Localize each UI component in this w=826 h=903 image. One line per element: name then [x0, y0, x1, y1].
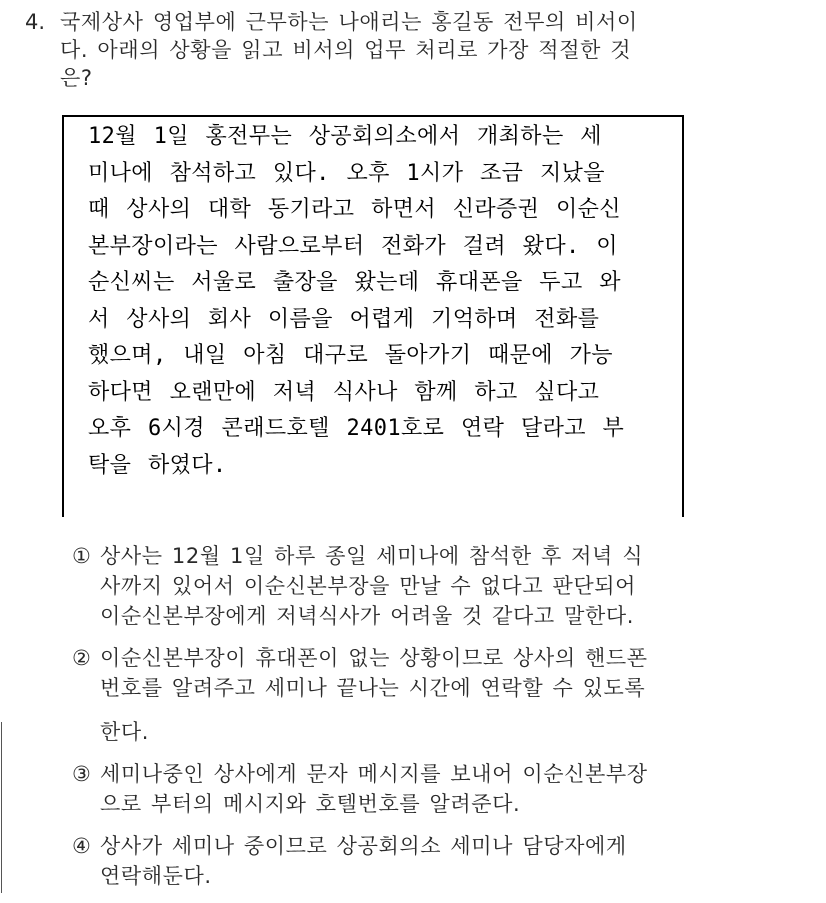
option-line: 번호를 알려주고 세미나 끝나는 시간에 연락할 수 있도록	[100, 676, 646, 700]
passage-line: 순신씨는 서울로 출장을 왔는데 휴대폰을 두고 와	[88, 270, 621, 295]
option-line: 세미나중인 상사에게 문자 메시지를 보내어 이순신본부장	[100, 762, 648, 786]
option-marker-1: ①	[72, 544, 91, 568]
option-line: 상사는 12월 1일 하루 종일 세미나에 참석한 후 저녁 식	[100, 544, 644, 568]
option-marker-4: ④	[72, 834, 91, 858]
option-line: 한다.	[100, 720, 150, 744]
option-line: 이순신본부장에게 저녁식사가 어려울 것 같다고 말한다.	[100, 604, 635, 628]
passage-line: 오후 6시경 콘래드호텔 2401호로 연락 달라고 부	[88, 416, 625, 441]
passage-line: 했으며, 내일 아침 대구로 돌아가기 때문에 가능	[88, 343, 613, 368]
option-4[interactable]	[72, 831, 752, 891]
passage-text	[88, 119, 668, 484]
answer-options	[72, 541, 752, 903]
option-line: 이순신본부장이 휴대폰이 없는 상황이므로 상사의 핸드폰	[100, 646, 648, 670]
option-line: 사까지 있어서 이순신본부장을 만날 수 없다고 판단되어	[100, 574, 637, 598]
question-line: 국제상사 영업부에 근무하는 나애리는 홍길동 전무의 비서이	[60, 10, 638, 34]
question-line: 은?	[60, 66, 93, 90]
option-line: 연락해둔다.	[100, 864, 212, 888]
passage-box	[62, 115, 684, 517]
passage-line: 본부장이라는 사람으로부터 전화가 걸려 왔다. 이	[88, 233, 618, 259]
question	[25, 8, 745, 92]
option-1[interactable]	[72, 541, 752, 631]
passage-line: 탁을 하였다.	[88, 452, 227, 478]
option-marker-3: ③	[72, 762, 91, 786]
passage-line: 서 상사의 회사 이름을 어렵게 기억하며 전화를	[88, 306, 600, 332]
question-number: 4.	[25, 10, 46, 34]
option-3[interactable]	[72, 759, 752, 819]
left-margin-rule	[1, 722, 2, 893]
question-text	[60, 8, 745, 92]
option-line: 상사가 세미나 중이므로 상공회의소 세미나 담당자에게	[100, 834, 627, 858]
question-line: 다. 아래의 상황을 읽고 비서의 업무 처리로 가장 적절한 것	[60, 38, 632, 62]
option-marker-2: ②	[72, 646, 91, 670]
passage-line: 때 상사의 대학 동기라고 하면서 신라증권 이순신	[88, 197, 621, 222]
passage-line: 하다면 오랜만에 저녁 식사나 함께 하고 싶다고	[88, 379, 600, 405]
passage-line: 12월 1일 홍전무는 상공회의소에서 개최하는 세	[88, 124, 602, 149]
option-line: 으로 부터의 메시지와 호텔번호를 알려준다.	[100, 792, 521, 816]
passage-line: 미나에 참석하고 있다. 오후 1시가 조금 지났을	[88, 160, 605, 186]
option-2[interactable]	[72, 643, 752, 747]
